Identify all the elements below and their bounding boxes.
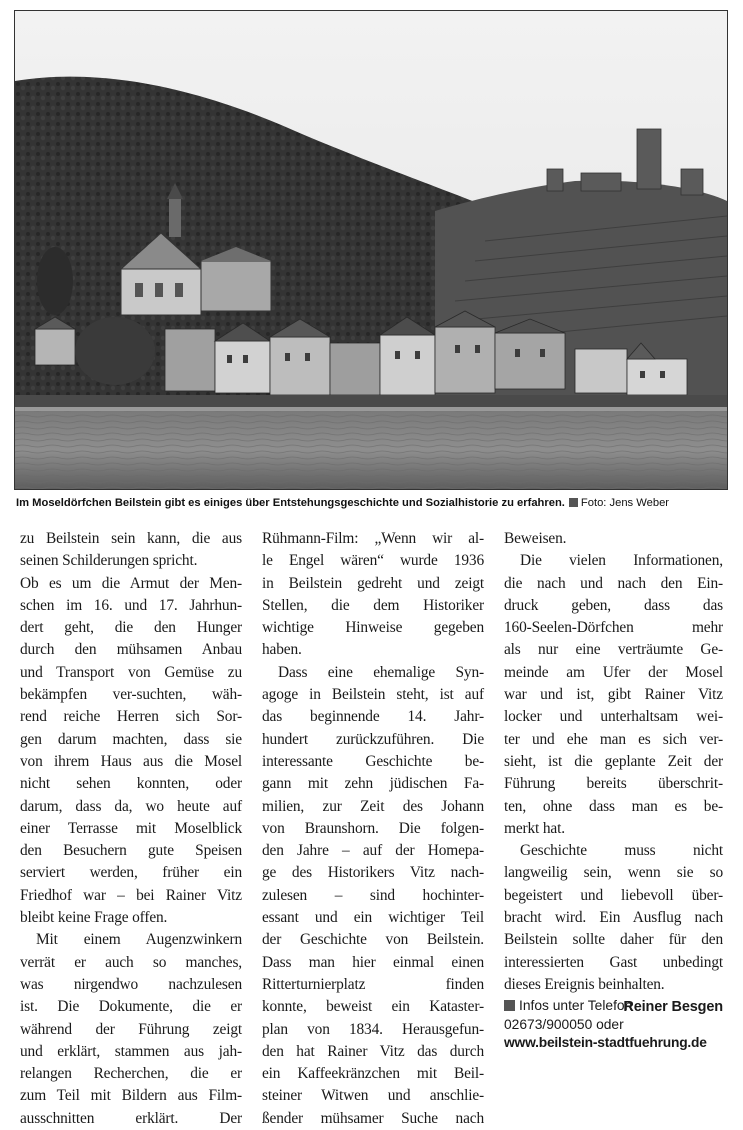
caption-text: Im Moseldörfchen Beilstein gibt es einiges über Entstehungsgeschichte und Sozialhistorie zu erfahren. xyxy=(16,497,565,509)
text-line: ist. Die Dokumente, die er xyxy=(20,998,242,1016)
text-line: darum, dass da, wo heute auf xyxy=(20,797,242,815)
text-line: verrät er auch so manches, xyxy=(20,953,242,971)
text-line: relangen Recherchen, die er xyxy=(20,1065,242,1083)
text-line: was nirgendwo nachzulesen xyxy=(20,975,242,993)
text-line: bleibt keine Frage offen. xyxy=(20,909,168,927)
text-line: Friedhof war – bei Rainer Vitz xyxy=(20,886,242,904)
article-photo xyxy=(14,10,728,490)
text-line: und Transport von Gemüse zu xyxy=(20,663,242,681)
text-line: nicht sehen konnten, oder xyxy=(20,775,242,793)
text-line: Dass eine ehemalige Syn- xyxy=(278,663,484,681)
info-phone-label: Infos unter Telefon xyxy=(519,998,633,1013)
beilstein-photo-image xyxy=(15,11,727,489)
text-line: Beilstein sollte daher für den xyxy=(504,931,723,949)
text-line: serviert werden, früher ein xyxy=(20,864,242,882)
text-line: locker und unterhaltsam wei- xyxy=(504,708,723,726)
text-line: schen im 16. und 17. Jahrhun- xyxy=(20,596,242,614)
text-line: wichtige Hinweise gegeben xyxy=(262,619,484,637)
text-line: konnte, beweist ein Kataster- xyxy=(262,998,484,1016)
text-line: Beweisen. xyxy=(504,530,567,547)
text-line: Führung bereits überschrit- xyxy=(504,775,723,793)
text-line: Geschichte muss nicht xyxy=(520,842,723,860)
text-line: agoge in Beilstein steht, ist auf xyxy=(262,686,484,704)
text-line: zulesen – sind hochinter- xyxy=(262,886,484,904)
text-line: Mit einem Augenzwinkern xyxy=(36,931,242,949)
text-line: interessante Geschichte be- xyxy=(262,752,484,770)
text-line: bekämpfen ver-suchten, wäh- xyxy=(20,686,242,704)
photo-credit: Foto: Jens Weber xyxy=(580,497,670,509)
text-line: Stellen, die dem Historiker xyxy=(262,596,484,614)
text-line: Rühmann-Film: „Wenn wir al- xyxy=(262,530,484,547)
text-line: le Engel wären“ wurde 1936 xyxy=(262,552,484,570)
text-line: bracht wird. Ein Ausflug nach xyxy=(504,909,723,927)
text-line: als nur eine verträumte Ge- xyxy=(504,641,723,659)
article-column-2 xyxy=(262,528,484,1130)
text-line: milien, zur Zeit des Johann xyxy=(262,797,484,815)
text-line: seinen Schilderungen spricht. xyxy=(20,552,198,570)
text-line: 160-Seelen-Dörfchen mehr xyxy=(504,619,723,637)
text-line: ten, ohne dass man es be- xyxy=(504,797,723,815)
text-line: begeistert und liebevoll über- xyxy=(504,886,723,904)
article-column-1 xyxy=(20,528,242,1130)
text-line: sieht, ist die geplante Zeit der xyxy=(504,752,723,770)
text-line: Ritterturnierplatz finden xyxy=(262,975,484,993)
text-line: von Braunshorn. Die folgen- xyxy=(262,819,484,837)
text-line: haben. xyxy=(262,641,302,659)
info-box xyxy=(504,997,740,1053)
text-line: steiner Witwen und anschlie- xyxy=(262,1087,484,1105)
text-line: essant und ein wichtiger Teil xyxy=(262,909,484,927)
text-line: war und ist, gibt Rainer Vitz xyxy=(504,686,723,704)
text-line: dieses Ereignis beinhalten. xyxy=(504,975,665,993)
website-link[interactable]: www.beilstein-stadtfuehrung.de xyxy=(504,1035,707,1050)
text-line: das beginnende 14. Jahr- xyxy=(262,708,484,726)
text-line: Ob es um die Armut der Men- xyxy=(20,574,242,592)
text-line: der Geschichte von Beilstein. xyxy=(262,931,484,949)
photo-caption xyxy=(16,496,732,510)
text-line: hundert zurückzuführen. Die xyxy=(262,730,484,748)
text-line: ter und ehe man es sich ver- xyxy=(504,730,723,748)
info-square-icon xyxy=(504,1000,515,1011)
article-author: Reiner Besgen xyxy=(623,999,723,1016)
text-line: den hat Rainer Vitz das durch xyxy=(262,1042,484,1060)
text-line: druck geben, dass das xyxy=(504,596,723,614)
text-line: rend reiche Herren sich Sor- xyxy=(20,708,242,726)
text-line: durch den mühsamen Anbau xyxy=(20,641,242,659)
text-line: meinde am Ufer der Mosel xyxy=(504,663,723,681)
article-column-3 xyxy=(504,528,723,1019)
text-line: ein Kaffeekränzchen mit Beil- xyxy=(262,1065,484,1083)
text-line: den Jahre – auf der Homepa- xyxy=(262,842,484,860)
text-line: plan von 1834. Herausgefun- xyxy=(262,1020,484,1038)
text-line: gen darum machten, dass sie xyxy=(20,730,242,748)
text-line: interessierten Gast unbedingt xyxy=(504,953,723,971)
text-line: und erklärt, stammen aus jah- xyxy=(20,1042,242,1060)
info-line-phone-label xyxy=(504,997,740,1016)
text-line: den Besuchern gute Speisen xyxy=(20,842,242,860)
text-line: zum Teil mit Bildern aus Film- xyxy=(20,1087,242,1105)
text-line: gann mit zehn jüdischen Fa- xyxy=(262,775,484,793)
text-line: zu Beilstein sein kann, die aus xyxy=(20,530,242,547)
text-line: ausschnitten erklärt. Der xyxy=(20,1109,242,1127)
text-line: merkt hat. xyxy=(504,819,565,837)
credit-square-icon xyxy=(569,498,578,507)
text-line: einer Terrasse mit Moselblick xyxy=(20,819,242,837)
text-line: langweilig sein, wenn sie so xyxy=(504,864,723,882)
text-line: Die vielen Informationen, xyxy=(520,552,723,570)
text-line: in Beilstein gedreht und zeigt xyxy=(262,574,484,592)
info-phone-number: 02673/900050 oder xyxy=(504,1016,624,1032)
text-line: die nach und nach den Ein- xyxy=(504,574,723,592)
text-line: während der Führung zeigt xyxy=(20,1020,242,1038)
text-line: von ihrem Haus aus die Mosel xyxy=(20,752,242,770)
text-line: dert geht, die den Hunger xyxy=(20,619,242,637)
text-line: Dass man hier einmal einen xyxy=(262,953,484,971)
text-line: ge des Historikers Vitz nach- xyxy=(262,864,484,882)
text-line: ßender mühsamer Suche nach xyxy=(262,1109,484,1127)
